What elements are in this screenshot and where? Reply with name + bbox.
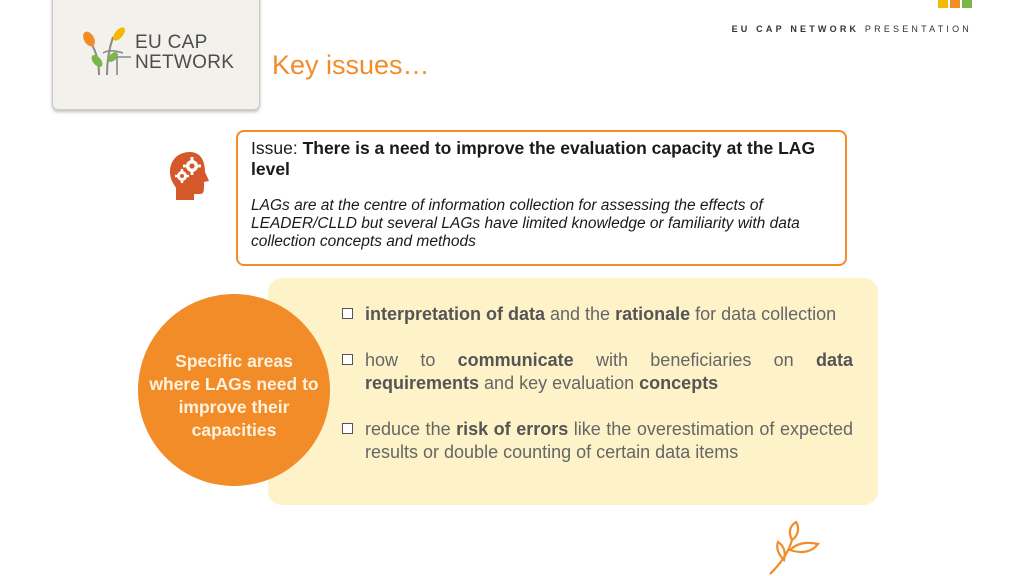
- issue-prefix: Issue:: [251, 138, 303, 158]
- bullet-bold-1: communicate: [457, 350, 574, 370]
- checkbox-icon: [342, 423, 353, 434]
- bullet-bold-2: data requirements: [365, 350, 853, 393]
- bullet-text-1: and the: [545, 304, 616, 324]
- bullet-text-1: like the overestimation of expected results or double counting of certain data items: [365, 419, 854, 462]
- bullet-bold-3: concepts: [639, 373, 719, 393]
- corner-squares-icon: [938, 0, 974, 10]
- header-brand: [732, 24, 972, 34]
- page-title: Key issues…: [272, 50, 430, 80]
- issue-heading: [251, 138, 831, 180]
- bullet-text-2: and key evaluation: [479, 373, 640, 393]
- circle-label: Specific areas where LAGs need to improve their capacities: [149, 351, 319, 440]
- head-gears-icon: [168, 150, 212, 202]
- bullet-bold-2: rationale: [615, 304, 691, 324]
- issue-box: [236, 130, 847, 266]
- list-item: [341, 303, 853, 326]
- bullet-text-2: for data collection: [690, 304, 837, 324]
- bullet-text-0: reduce the: [365, 419, 457, 439]
- checkbox-icon: [342, 308, 353, 319]
- logo-line-2: NETWORK: [135, 52, 235, 73]
- list-item: [341, 349, 853, 395]
- header-brand-light: PRESENTATION: [864, 24, 972, 34]
- issue-heading-text: There is a need to improve the evaluation capacity at the LAG level: [251, 138, 816, 179]
- list-item: [341, 418, 853, 464]
- checkbox-icon: [342, 354, 353, 365]
- bullet-text-1: with beneficiaries on: [573, 350, 816, 370]
- issue-description: LAGs are at the centre of information collection for assessing the effects of LEADER/CLLD but several LAGs have limited knowledge or familiarity with data collection concepts and methods: [251, 197, 800, 250]
- bullet-text-0: how to: [365, 350, 458, 370]
- logo-line-1: EU CAP: [135, 32, 208, 53]
- logo-text: [135, 33, 234, 73]
- capacity-areas-list: [341, 303, 853, 487]
- bullet-bold-1: interpretation of data: [365, 304, 546, 324]
- logo-plant-icon: [79, 27, 137, 77]
- bullet-bold-1: risk of errors: [456, 419, 569, 439]
- sprout-icon: [766, 520, 826, 576]
- logo-card: [52, 0, 260, 110]
- header-brand-bold: EU CAP NETWORK: [731, 24, 860, 34]
